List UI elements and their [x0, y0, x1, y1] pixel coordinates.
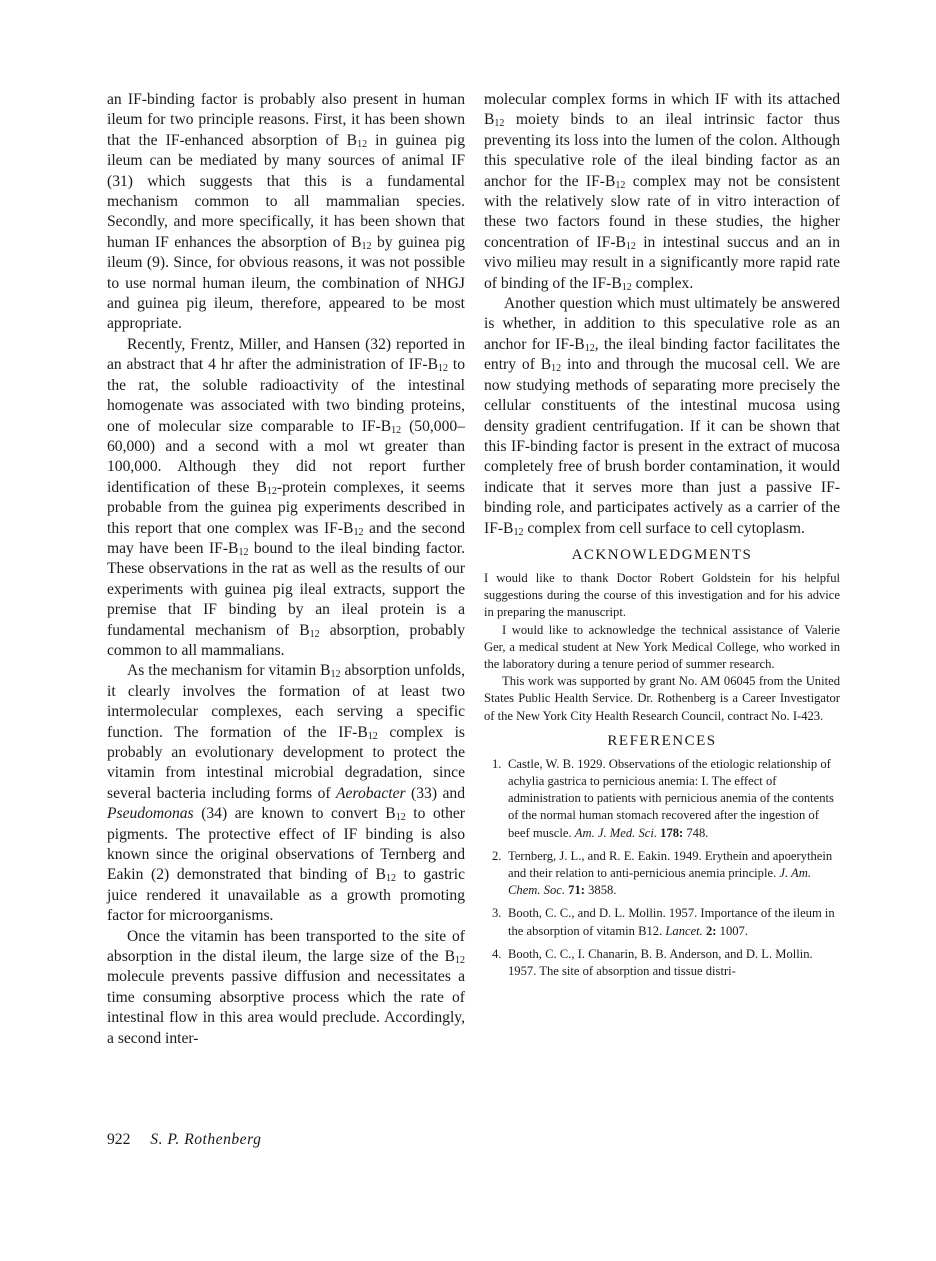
- running-author: S. P. Rothenberg: [150, 1131, 262, 1148]
- reference-item: [484, 848, 840, 900]
- paragraph: molecular complex forms in which IF with its attached $B_{12}$ moiety binds to an ileal intrinsic factor thus preventing its loss into the lumen of the colon. Although this speculative role of the ileal binding factor as an anchor for the $IF-B_{12}$ complex may not be consistent with the relatively slow rate of in vitro interaction of these two factors found in these studies, the higher concentration of $IF-B_{12}$ in intestinal succus and an in vivo milieu may result in a significantly more rapid rate of binding of the $IF-B_{12}$ complex.: [484, 91, 840, 293]
- left-column: [107, 90, 465, 1049]
- acknowledgment-paragraph: I would like to acknowledge the technical assistance of Valerie Ger, a medical student at New York Medical College, who worked in the laboratory during a tenure period of summer research.: [484, 622, 840, 671]
- acknowledgment-paragraph: I would like to thank Doctor Robert Goldstein for his helpful suggestions during the course of this investigation and for his advice in preparing the manuscript.: [484, 570, 840, 620]
- page-number: 922: [107, 1131, 131, 1148]
- reference-number: 4.: [492, 946, 502, 961]
- acknowledgments-section: [484, 570, 840, 725]
- reference-text: Castle, W. B. 1929. Observations of the etiologic relationship of achylia gastrica to pernicious anemia: I. The effect of administration to patients with pernicious anemia of the contents of the normal human stomach recovered after the ingestion of beef muscle. Am. J. Med. Sci. 178: 748.: [508, 756, 834, 840]
- reference-text: Booth, C. C., and D. L. Mollin. 1957. Importance of the ileum in the absorption of vitamin B12. Lancet. 2: 1007.: [508, 906, 835, 938]
- page-footer: [107, 1131, 261, 1149]
- reference-item: [484, 946, 840, 980]
- paragraph: an IF-binding factor is probably also present in human ileum for two principle reasons. First, it has been shown that the IF-enhanced absorption of $B_{12}$ in guinea pig ileum can be mediated by many sources of animal IF (31) which suggests that this is a fundamental mechanism common to all mammalian species. Secondly, and more specifically, it has been shown that human IF enhances the absorption of $B_{12}$ by guinea pig ileum (9). Since, for obvious reasons, it was not possible to use normal human ileum, the combination of NHGJ and guinea pig ileum, therefore, appeared to be most appropriate.: [107, 91, 465, 333]
- reference-number: 3.: [492, 906, 502, 921]
- acknowledgment-paragraph: This work was supported by grant No. AM 06045 from the United States Public Health Service. Dr. Rothenberg is a Career Investigator of the New York City Health Research Council, contract No. I-423.: [484, 674, 840, 723]
- reference-number: 2.: [492, 848, 502, 863]
- reference-number: 1.: [492, 756, 502, 771]
- reference-item: [484, 905, 840, 939]
- paragraph: Once the vitamin has been transported to the site of absorption in the distal ileum, the large size of the $B_{12}$ molecule prevents passive diffusion and necessitates a time consuming absorptive process which the rate of intestinal flow in this area would preclude. Accordingly, a second inter-: [107, 927, 465, 1047]
- paragraph: As the mechanism for vitamin $B_{12}$ absorption unfolds, it clearly involves the formation of at least two intermolecular complexes, each serving a specific function. The formation of the $IF-B_{12}$ complex is probably an evolutionary development to protect the vitamin from intestinal microbial degradation, since several bacteria including forms of Aerobacter (33) and Pseudomonas (34) are known to convert $B_{12}$ to other pigments. The protective effect of IF binding is also known since the original observations of Ternberg and Eakin (2) demonstrated that binding of $B_{12}$ to gastric juice rendered it unavailable as a growth promoting factor for microorganisms.: [107, 662, 466, 925]
- reference-item: [484, 756, 840, 842]
- reference-text: Ternberg, J. L., and R. E. Eakin. 1949. Erythein and apoerythein and their relation to anti-pernicious anemia principle. J. Am. Chem. Soc. 71: 3858.: [508, 848, 833, 898]
- paragraph: Recently, Frentz, Miller, and Hansen (32) reported in an abstract that 4 hr after the administration of $IF-B_{12}$ to the rat, the soluble radioactivity of the intestinal homogenate was associated with two binding proteins, one of molecular size comparable to $IF-B_{12}$ (50,000–60,000) and a second with a mol wt greater than 100,000. Although they did not report further identification of these $B_{12}$-protein complexes, it seems probable from the guinea pig experiments described in this report that one complex was $IF-B_{12}$ and the second may have been $IF-B_{12}$ bound to the ileal binding factor. These observations in the rat as well as the results of our experiments with guinea pig ileal extracts, support the premise that IF binding by an ileal protein is a fundamental mechanism of $B_{12}$ absorption, probably common to all mammalians.: [107, 335, 465, 659]
- acknowledgments-heading: ACKNOWLEDGMENTS: [571, 546, 753, 563]
- right-column: [484, 90, 840, 986]
- references-heading: REFERENCES: [607, 732, 717, 749]
- paragraph: Another question which must ultimately be answered is whether, in addition to this speculative role as an anchor for $IF-B_{12}$, the ileal binding factor facilitates the entry of $B_{12}$ into and through the mucosal cell. We are now studying methods of separating more precisely the cellular constituents of the intestinal mucosa using density gradient centrifugation. If it can be shown that this IF-binding factor is present in the extract of mucosa completely free of brush border contamination, it would indicate that it serves more than just a passive IF-binding role, and participates actively as a carrier of the $IF-B_{12}$ complex from cell surface to cell cytoplasm.: [484, 295, 840, 538]
- reference-list: [484, 756, 840, 980]
- reference-text: Booth, C. C., I. Chanarin, B. B. Anderson, and D. L. Mollin. 1957. The site of absorption and tissue distri-: [508, 946, 813, 978]
